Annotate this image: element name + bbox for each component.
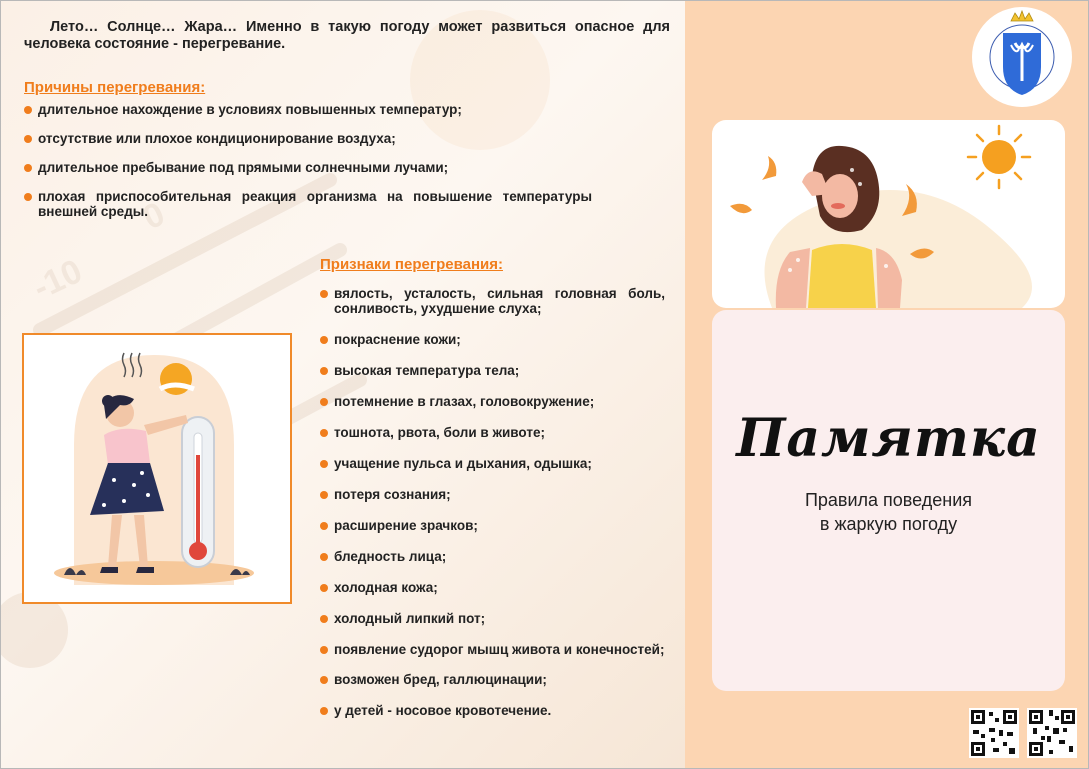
- bullet-icon: [24, 193, 32, 201]
- svg-text:0: 0: [137, 194, 171, 238]
- list-item: высокая температура тела;: [320, 363, 665, 378]
- bullet-icon: [320, 429, 328, 437]
- causes-heading: Причины перегревания:: [24, 79, 206, 96]
- bullet-icon: [24, 106, 32, 114]
- bullet-icon: [320, 646, 328, 654]
- bullet-icon: [24, 135, 32, 143]
- bullet-icon: [320, 522, 328, 530]
- qr-code-icon[interactable]: [1027, 708, 1077, 758]
- list-item: вялость, усталость, сильная головная боль, сонливость, ухудшение слуха;: [320, 286, 665, 316]
- cover-card: [712, 310, 1065, 691]
- bullet-icon: [320, 615, 328, 623]
- list-item: холодная кожа;: [320, 580, 665, 595]
- list-item: потеря сознания;: [320, 487, 665, 502]
- bullet-icon: [320, 676, 328, 684]
- signs-heading: Признаки перегревания:: [320, 256, 503, 273]
- list-item: возможен бред, галлюцинации;: [320, 672, 665, 687]
- qr-code-icon[interactable]: [969, 708, 1019, 758]
- list-item: потемнение в глазах, головокружение;: [320, 394, 665, 409]
- list-item: длительное нахождение в условиях повышенных температур;: [24, 102, 592, 117]
- bullet-icon: [320, 460, 328, 468]
- emblem-logo: [969, 5, 1075, 109]
- list-item: холодный липкий пот;: [320, 611, 665, 626]
- thermometer-woman-illustration: [22, 333, 292, 604]
- cover-subtitle: Правила поведения в жаркую погоду: [804, 490, 973, 534]
- list-item: бледность лица;: [320, 549, 665, 564]
- svg-text:-10: -10: [27, 252, 88, 308]
- signs-list: [320, 286, 665, 718]
- list-item: плохая приспособительная реакция организма на повышение температуры внешней среды.: [24, 189, 592, 219]
- bullet-icon: [320, 491, 328, 499]
- list-item: тошнота, рвота, боли в животе;: [320, 425, 665, 440]
- intro-text: Лето… Солнце… Жара… Именно в такую погоду может развиться опасное для человека состояние - перегревание.: [24, 19, 670, 52]
- woman-thermometer-icon: [24, 335, 290, 602]
- bullet-icon: [320, 367, 328, 375]
- causes-list: [24, 102, 592, 233]
- overheated-woman-icon: [712, 120, 1065, 308]
- list-item: появление судорог мышц живота и конечностей;: [320, 642, 665, 657]
- bullet-icon: [320, 336, 328, 344]
- bullet-icon: [320, 290, 328, 298]
- saratov-emblem-icon: [969, 5, 1075, 109]
- list-item: покраснение кожи;: [320, 332, 665, 347]
- list-item: у детей - носовое кровотечение.: [320, 703, 665, 718]
- list-item: длительное пребывание под прямыми солнечными лучами;: [24, 160, 592, 175]
- bullet-icon: [320, 584, 328, 592]
- bullet-icon: [320, 553, 328, 561]
- list-item: отсутствие или плохое кондиционирование воздуха;: [24, 131, 592, 146]
- cover-title: Памятка: [736, 408, 1041, 469]
- bullet-icon: [320, 707, 328, 715]
- list-item: учащение пульса и дыхания, одышка;: [320, 456, 665, 471]
- bullet-icon: [24, 164, 32, 172]
- hot-woman-illustration-card: [712, 120, 1065, 308]
- bullet-icon: [320, 398, 328, 406]
- list-item: расширение зрачков;: [320, 518, 665, 533]
